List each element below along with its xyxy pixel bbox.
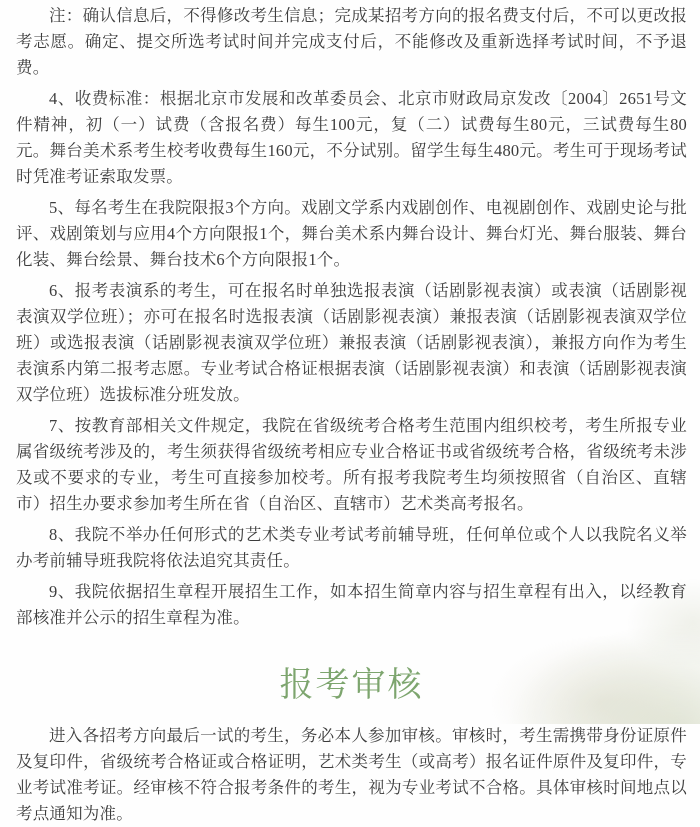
note-paragraph-charter: 9、我院依据招生章程开展招生工作，如本招生简章内容与招生章程有出入，以经教育部核准并公示的招生章程为准。 [16,582,687,627]
section-heading-registration-review: 报考审核 [279,666,424,704]
note-paragraph-confirmation: 注：确认信息后，不得修改考生信息；完成某招考方向的报名费支付后，不可以更改报考志愿。确定、提交所选考试时间并完成支付后，不能修改及重新选择考试时间，不予退费。 [16,6,687,77]
note-paragraph-fees: 4、收费标准：根据北京市发展和改革委员会、北京市财政局京发改〔2004〕2651号文件精神，初（一）试费（含报名费）每生100元，复（二）试费每生80元，三试费每生80元。舞台美术系考生校考收费每生160元，不分试别。留学生每生480元。考生可于现场考试时凭准考证索取发票。 [16,89,687,186]
registration-review-section [16,723,687,827]
note-paragraph-acting-department: 6、报考表演系的考生，可在报名时单独选报表演（话剧影视表演）或表演（话剧影视表演双学位班）；亦可在报名时选报表演（话剧影视表演）兼报表演（话剧影视表演双学位班）或选报表演（话剧影视表演双学位班）兼报表演（话剧影视表演），兼报方向作为考生表演系内第二报考志愿。专业考试合格证根据表演（话剧影视表演）和表演（话剧影视表演双学位班）选拔标准分班发放。 [16,281,687,404]
review-paragraph: 进入各招考方向最后一试的考生，务必本人参加审核。审核时，考生需携带身份证原件及复印件，省级统考合格证或合格证明，艺术类考生（或高考）报名证件原件及复印件，专业考试准考证。经审核不符合报考条件的考生，视为专业考试不合格。具体审核时间地点以考点通知为准。 [16,726,687,823]
note-paragraph-direction-limit: 5、每名考生在我院限报3个方向。戏剧文学系内戏剧创作、电视剧创作、戏剧史论与批评、戏剧策划与应用4个方向限报1个，舞台美术系内舞台设计、舞台灯光、舞台服装、舞台化装、舞台绘景、舞台技术6个方向限报1个。 [16,198,687,269]
note-paragraph-provincial-exam: 7、按教育部相关文件规定，我院在省级统考合格考生范围内组织校考，考生所报专业属省级统考涉及的，考生须获得省级统考相应专业合格证书或省级统考合格，省级统考未涉及或不要求的专业，考生可直接参加校考。所有报考我院考生均须按照省（自治区、直辖市）招生办要求参加考生所在省（自治区、直辖市）艺术类高考报名。 [16,416,687,513]
note-paragraph-no-tutoring: 8、我院不举办任何形式的艺术类专业考试考前辅导班，任何单位或个人以我院名义举办考前辅导班我院将依法追究其责任。 [16,525,687,570]
registration-notes-section [16,3,687,631]
